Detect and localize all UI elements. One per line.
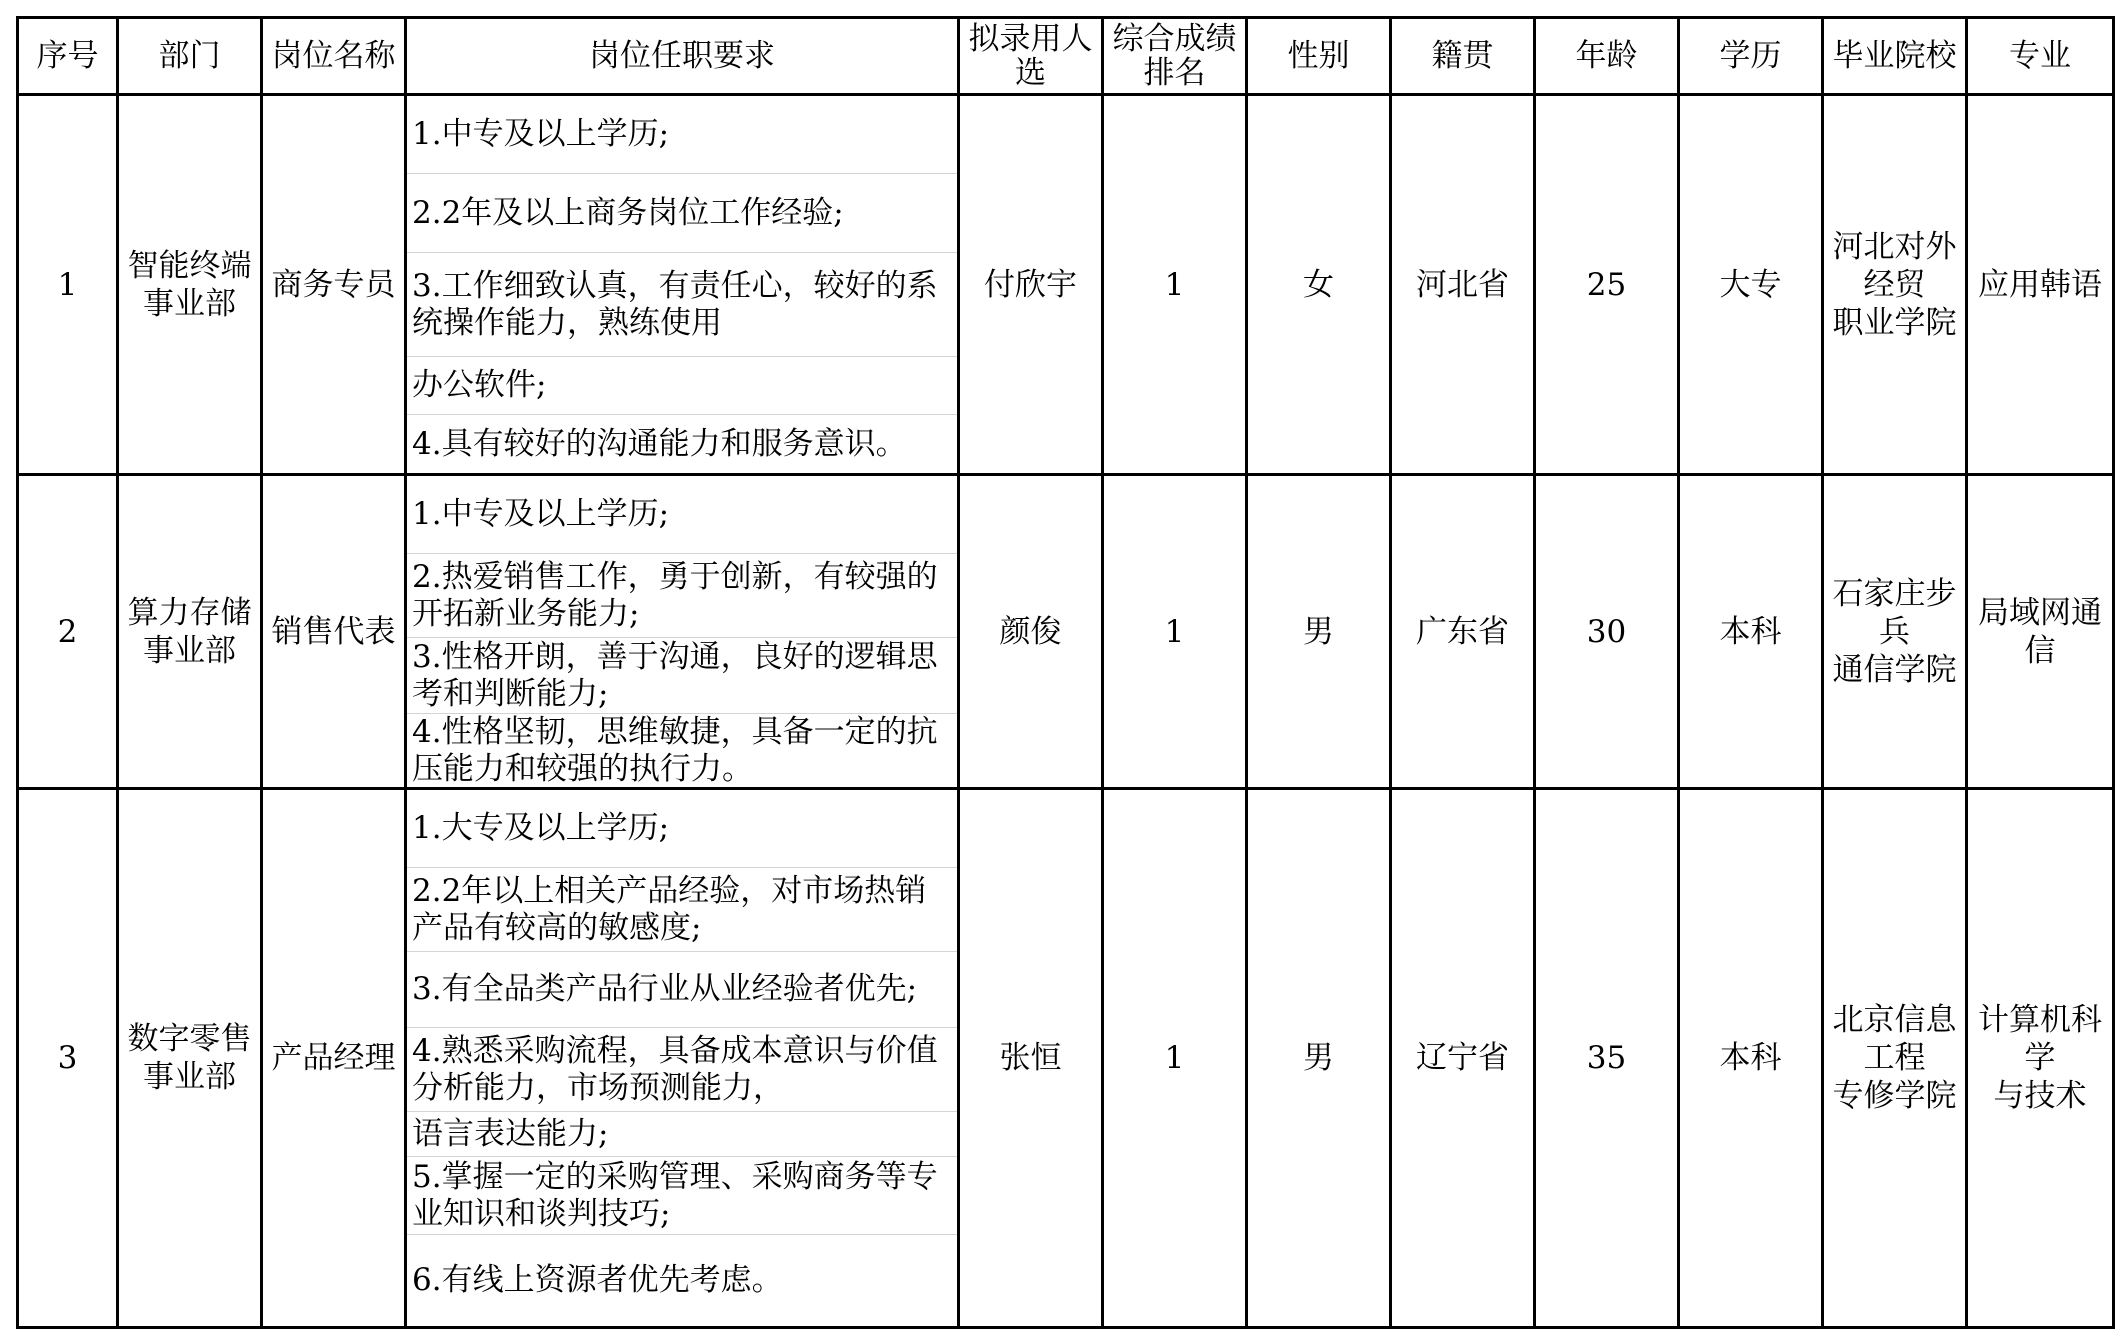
cell-major-line: 应用韩语 — [1978, 266, 2102, 303]
header-position: 岗位名称 — [262, 18, 406, 95]
requirement-item: 3.工作细致认真，有责任心，较好的系统操作能力，熟练使用 — [407, 253, 957, 357]
cell-school — [1823, 789, 1967, 1328]
cell-school-line: 兵 — [1879, 613, 1910, 650]
header-row — [18, 18, 2114, 95]
table-row — [18, 95, 2114, 475]
cell-major-line: 学 — [2024, 1040, 2056, 1076]
header-rank — [1103, 18, 1247, 95]
requirement-item: 4.熟悉采购流程，具备成本意识与价值分析能力，市场预测能力， — [407, 1028, 957, 1112]
requirements-list — [407, 96, 957, 473]
cell-rank: 1 — [1103, 95, 1247, 475]
requirement-item: 2.2年以上相关产品经验，对市场热销产品有较高的敏感度; — [407, 868, 957, 952]
cell-major-line: 信 — [2024, 632, 2056, 669]
cell-requirements — [406, 475, 959, 789]
cell-school-line: 专修学院 — [1832, 1078, 1957, 1114]
cell-gender: 女 — [1247, 95, 1391, 475]
cell-dept — [118, 95, 262, 475]
requirements-list — [407, 476, 957, 787]
cell-seq: 2 — [18, 475, 118, 789]
table-row — [18, 789, 2114, 1328]
cell-major-line: 局域网通 — [1978, 594, 2102, 631]
cell-school-line: 河北对外 — [1832, 228, 1957, 265]
cell-major-line: 计算机科 — [1978, 1002, 2102, 1038]
cell-candidate: 付欣宇 — [959, 95, 1103, 475]
header-origin: 籍贯 — [1391, 18, 1535, 95]
cell-school — [1823, 95, 1967, 475]
cell-requirements — [406, 789, 959, 1328]
cell-dept-line: 事业部 — [143, 632, 236, 669]
cell-education: 大专 — [1679, 95, 1823, 475]
header-major: 专业 — [1967, 18, 2114, 95]
header-rank-line1: 综合成绩 — [1112, 21, 1237, 57]
cell-gender: 男 — [1247, 789, 1391, 1328]
cell-major — [1967, 789, 2114, 1328]
requirement-item: 6.有线上资源者优先考虑。 — [412, 1262, 783, 1298]
cell-dept-line: 事业部 — [143, 1059, 236, 1095]
cell-school-line: 经贸 — [1863, 266, 1926, 303]
cell-origin: 河北省 — [1391, 95, 1535, 475]
cell-dept — [118, 789, 262, 1328]
header-candidate-line1: 拟录用人 — [968, 21, 1093, 57]
cell-dept-line: 智能终端 — [127, 247, 252, 284]
table-row — [18, 475, 2114, 789]
cell-education: 本科 — [1679, 475, 1823, 789]
header-rank-line2: 排名 — [1143, 55, 1206, 91]
cell-position: 商务专员 — [262, 95, 406, 475]
header-age: 年龄 — [1535, 18, 1679, 95]
cell-origin: 广东省 — [1391, 475, 1535, 789]
cell-position: 产品经理 — [262, 789, 406, 1328]
cell-dept-line: 数字零售 — [127, 1021, 252, 1057]
cell-school-line: 石家庄步 — [1832, 575, 1957, 612]
header-education: 学历 — [1679, 18, 1823, 95]
cell-dept-line: 事业部 — [143, 285, 236, 322]
cell-age: 35 — [1535, 789, 1679, 1328]
cell-major-line: 与技术 — [1993, 1078, 2087, 1114]
cell-candidate: 颜俊 — [959, 475, 1103, 789]
requirement-item: 4.具有较好的沟通能力和服务意识。 — [412, 425, 907, 462]
cell-origin: 辽宁省 — [1391, 789, 1535, 1328]
cell-school-line: 工程 — [1863, 1040, 1926, 1076]
header-gender: 性别 — [1247, 18, 1391, 95]
cell-school-line: 北京信息 — [1832, 1002, 1957, 1038]
cell-school-line: 职业学院 — [1832, 304, 1957, 341]
requirements-list — [407, 790, 957, 1326]
requirement-item: 3.有全品类产品行业从业经验者优先; — [407, 952, 957, 1028]
cell-major — [1967, 95, 2114, 475]
cell-seq: 1 — [18, 95, 118, 475]
requirement-item: 3.性格开朗，善于沟通，良好的逻辑思考和判断能力; — [407, 638, 957, 714]
requirement-item: 1.中专及以上学历; — [407, 96, 957, 174]
cell-major — [1967, 475, 2114, 789]
hiring-table — [16, 16, 2115, 1329]
requirement-item: 1.大专及以上学历; — [407, 790, 957, 868]
cell-candidate: 张恒 — [959, 789, 1103, 1328]
cell-age: 30 — [1535, 475, 1679, 789]
requirement-item: 语言表达能力; — [407, 1112, 957, 1157]
cell-rank: 1 — [1103, 475, 1247, 789]
requirement-item: 2.热爱销售工作，勇于创新，有较强的开拓新业务能力; — [407, 554, 957, 638]
cell-position: 销售代表 — [262, 475, 406, 789]
cell-school-line: 通信学院 — [1832, 651, 1957, 688]
cell-requirements — [406, 95, 959, 475]
header-requirements: 岗位任职要求 — [406, 18, 959, 95]
header-candidate-line2: 选 — [1015, 55, 1046, 91]
requirement-item: 2.2年及以上商务岗位工作经验; — [407, 174, 957, 253]
requirement-item: 1.中专及以上学历; — [407, 476, 957, 554]
cell-gender: 男 — [1247, 475, 1391, 789]
header-dept: 部门 — [118, 18, 262, 95]
header-candidate — [959, 18, 1103, 95]
cell-rank: 1 — [1103, 789, 1247, 1328]
cell-school — [1823, 475, 1967, 789]
cell-dept — [118, 475, 262, 789]
cell-seq: 3 — [18, 789, 118, 1328]
requirement-item: 4.性格坚韧，思维敏捷，具备一定的抗压能力和较强的执行力。 — [412, 713, 938, 787]
requirement-item: 办公软件; — [407, 357, 957, 415]
header-seq: 序号 — [18, 18, 118, 95]
cell-age: 25 — [1535, 95, 1679, 475]
cell-dept-line: 算力存储 — [127, 594, 252, 631]
cell-education: 本科 — [1679, 789, 1823, 1328]
header-school: 毕业院校 — [1823, 18, 1967, 95]
requirement-item: 5.掌握一定的采购管理、采购商务等专业知识和谈判技巧; — [407, 1157, 957, 1235]
